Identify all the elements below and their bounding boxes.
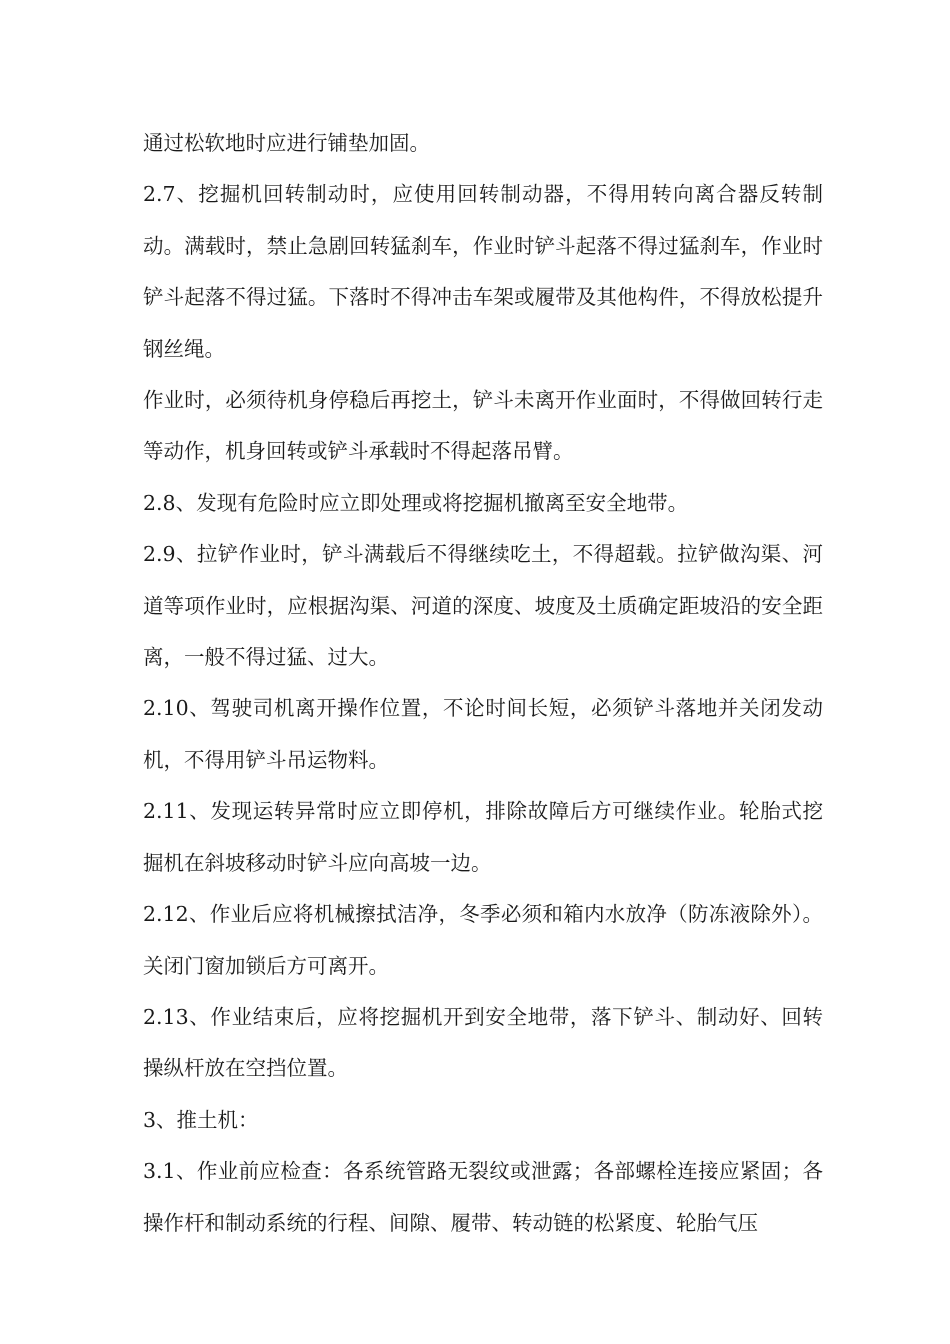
document-body xyxy=(143,118,823,1249)
paragraph-continuation: 通过松软地时应进行铺垫加固。 xyxy=(143,131,430,155)
paragraph-3-1: 3.1、作业前应检查：各系统管路无裂纹或泄露；各部螺栓连接应紧固；各操作杆和制动系统的行程、间隙、履带、转动链的松紧度、轮胎气压 xyxy=(143,1159,823,1235)
paragraph-2-11: 2.11、发现运转异常时应立即停机，排除故障后方可继续作业。轮胎式挖掘机在斜坡移动时铲斗应向高坡一边。 xyxy=(143,799,823,875)
paragraph-2-7: 2.7、挖掘机回转制动时，应使用回转制动器，不得用转向离合器反转制动。满载时，禁止急剧回转猛刹车，作业时铲斗起落不得过猛刹车，作业时铲斗起落不得过猛。下落时不得冲击车架或履带及其他构件，不得放松提升钢丝绳。 xyxy=(143,182,823,361)
paragraph-2-13: 2.13、作业结束后，应将挖掘机开到安全地带，落下铲斗、制动好、回转操纵杆放在空挡位置。 xyxy=(143,1004,823,1081)
paragraph-2-9: 2.9、拉铲作业时，铲斗满载后不得继续吃土，不得超载。拉铲做沟渠、河道等项作业时，应根据沟渠、河道的深度、坡度及土质确定距坡沿的安全距离，一般不得过猛、过大。 xyxy=(143,542,823,670)
paragraph-2-10: 2.10、驾驶司机离开操作位置，不论时间长短，必须铲斗落地并关闭发动机，不得用铲斗吊运物料。 xyxy=(143,696,823,772)
section-heading-3: 3、推土机： xyxy=(143,1107,259,1132)
paragraph-2-12: 2.12、作业后应将机械擦拭洁净，冬季必须和箱内水放净（防冻液除外）。关闭门窗加锁后方可离开。 xyxy=(143,902,823,978)
paragraph-operation-note: 作业时，必须待机身停稳后再挖土，铲斗未离开作业面时，不得做回转行走等动作，机身回转或铲斗承载时不得起落吊臂。 xyxy=(143,388,823,464)
paragraph-2-8: 2.8、发现有危险时应立即处理或将挖掘机撤离至安全地带。 xyxy=(143,490,689,515)
